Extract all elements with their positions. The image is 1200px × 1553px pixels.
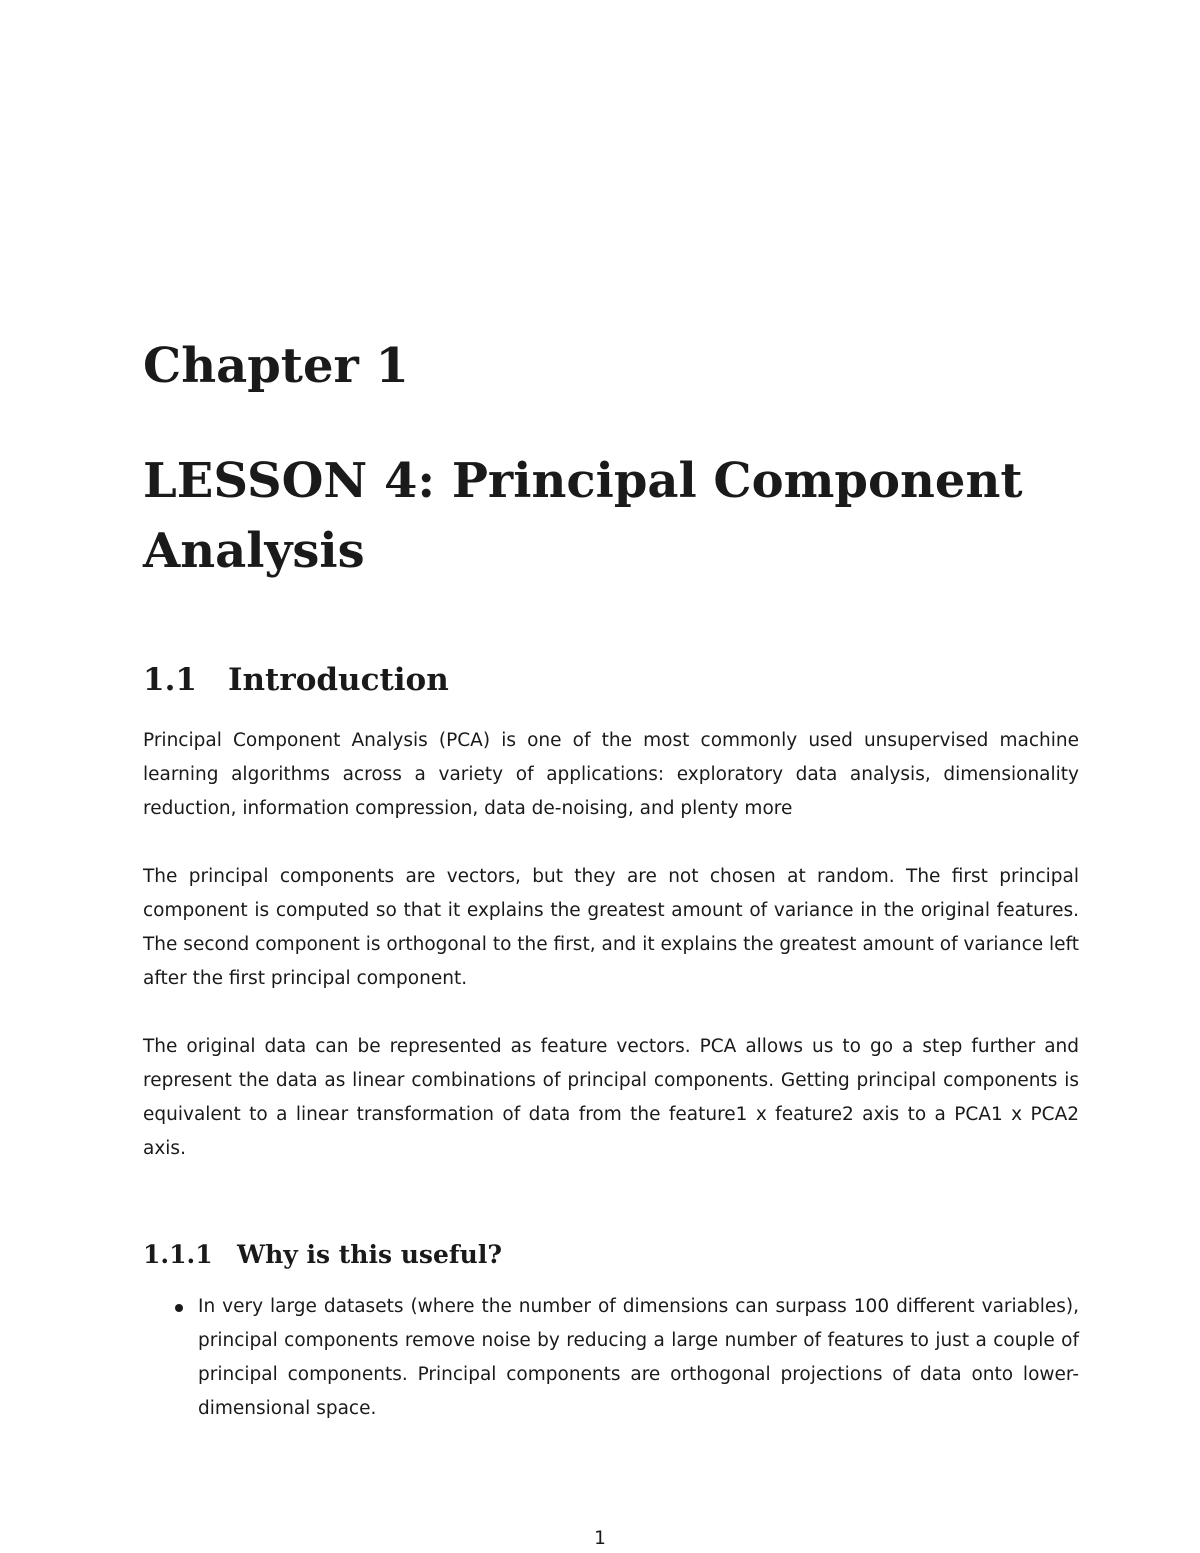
intro-paragraph-3: The original data can be represented as feature vectors. PCA allows us to go a step further and represent the data as linear combinations of principal components. Getting principal components is equivalent to a linear transformation of data from the feature1 x feature2 axis to a PCA1 x PCA2 axis. [143,1036,1079,1159]
bullet-icon [175,1304,183,1312]
subsection-heading [143,1236,502,1274]
subsection-title: Why is this useful? [237,1240,502,1269]
list-item [143,1290,1079,1426]
page-number: 1 [594,1528,606,1549]
bullet-text: In very large datasets (where the number of dimensions can surpass 100 different variables), principal components remove noise by reducing a large number of features to just a couple of principal components. Principal components are orthogonal projections of data onto lower-dimensional space. [198,1296,1079,1419]
chapter-label: Chapter 1 [143,338,409,394]
chapter-title: LESSON 4: Principal Component Analysis [143,453,1023,579]
section-title: Introduction [228,662,449,698]
bullet-list [143,1290,1079,1426]
intro-paragraph-1: Principal Component Analysis (PCA) is one of the most commonly used unsupervised machine learning algorithms across a variety of applications: exploratory data analysis, dimensionality reduction, information compression, data de-noising, and plenty more [143,730,1079,819]
section-heading [143,658,449,702]
intro-paragraph-2: The principal components are vectors, but they are not chosen at random. The first principal component is computed so that it explains the greatest amount of variance in the original features. The second component is orthogonal to the first, and it explains the greatest amount of variance left after the first principal component. [143,866,1079,989]
section-number: 1.1 [143,662,197,698]
subsection-number: 1.1.1 [143,1240,213,1269]
